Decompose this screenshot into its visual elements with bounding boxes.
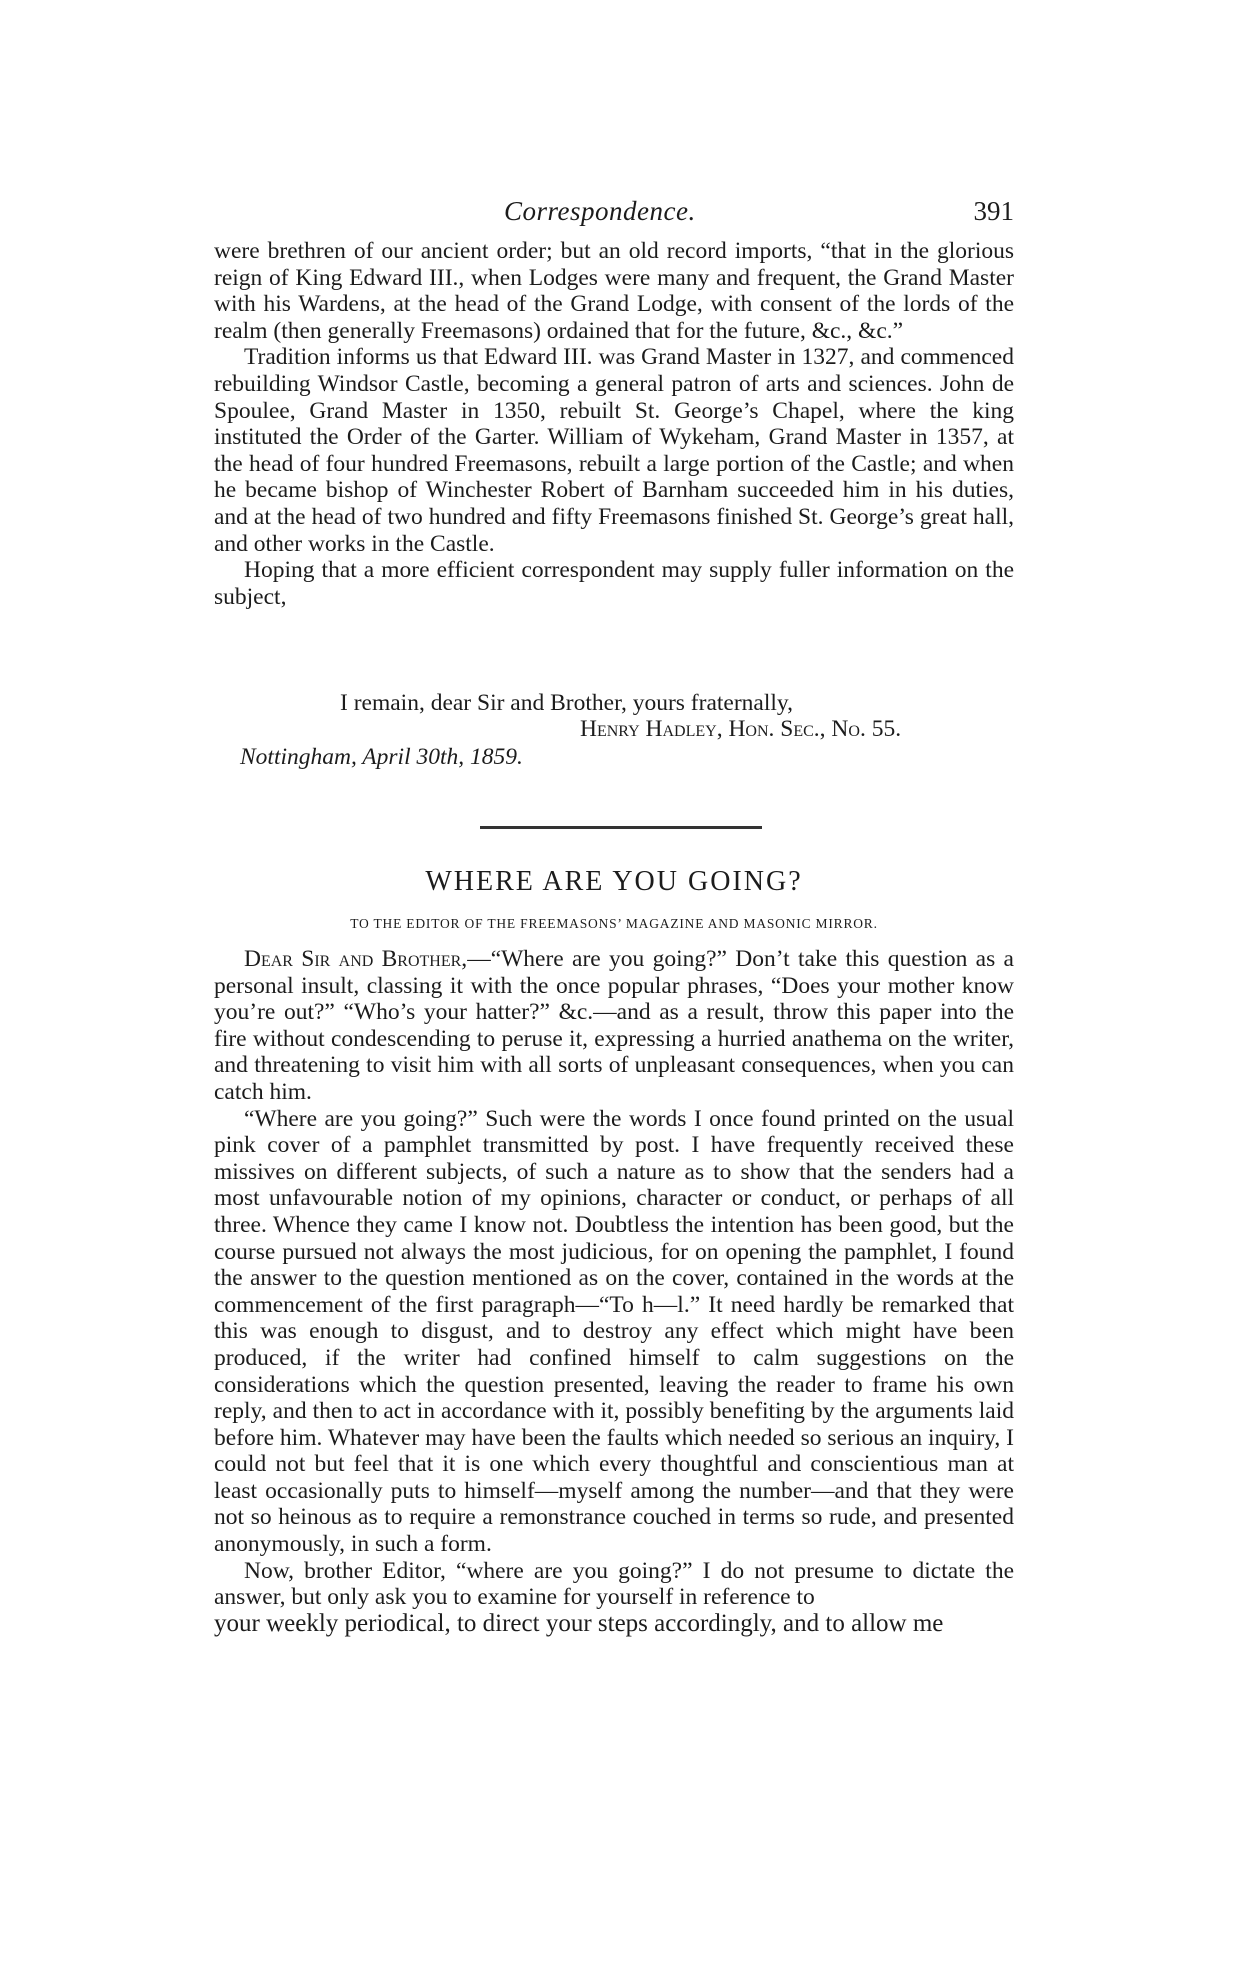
article-body xyxy=(214,946,1014,1637)
article-paragraph: “Where are you going?” Such were the words I once found printed on the usual pink cover of a pamphlet transmitted by post. I have frequently received these missives on different subjects, of such a nature as to show that the senders had a most unfavourable notion of my opinions, character or conduct, or perhaps of all three. Whence they came I know not. Doubtless the intention has been good, but the course pursued not always the most judicious, for on opening the pamphlet, I found the answer to the question mentioned as on the cover, contained in the words at the commencement of the first paragraph—“To h—l.” It need hardly be remarked that this was enough to disgust, and to destroy any effect which might have been produced, if the writer had confined himself to calm suggestions on the considerations which the question presented, leaving the reader to frame his own reply, and then to act in accordance with it, possibly benefiting by the arguments laid before him. Whatever may have been the faults which needed so serious an inquiry, I could not but feel that it is one which every thoughtful and conscientious man at least occasionally puts to himself—myself among the number—and that they were not so heinous as to require a remonstrance couched in terms so rude, and presented anonymously, in such a form. xyxy=(214,1105,1014,1558)
letter-body xyxy=(214,238,1014,610)
running-title: Correspondence. xyxy=(504,196,696,226)
section-divider xyxy=(480,826,762,829)
article-paragraph xyxy=(214,946,1014,1106)
letter-paragraph: Tradition informs us that Edward III. was Grand Master in 1327, and commenced rebuilding Windsor Castle, becoming a general patron of arts and sciences. John de Spoulee, Grand Master in 1350, rebuilt St. George’s Chapel, where the king instituted the Order of the Garter. William of Wykeham, Grand Master in 1357, at the head of four hundred Freemasons, rebuilt a large portion of the Castle; and when he became bishop of Winchester Robert of Barnham succeeded him in his duties, and at the head of two hundred and fifty Freemasons finished St. George’s great hall, and other works in the Castle. xyxy=(214,344,1014,557)
page-number: 391 xyxy=(973,196,1014,226)
letter-dateline: Nottingham, April 30th, 1859. xyxy=(240,744,523,770)
letter-paragraph: Hoping that a more efficient correspondent may supply fuller information on the subject, xyxy=(214,557,1014,610)
article-subhead: TO THE EDITOR OF THE FREEMASONS’ MAGAZINE AND MASONIC MIRROR. xyxy=(350,916,878,931)
article-paragraph: Now, brother Editor, “where are you going?” I do not presume to dictate the answer, but only ask you to examine for yourself in reference to xyxy=(214,1557,1014,1611)
letter-signature: Henry Hadley, Hon. Sec., No. 55. xyxy=(580,716,902,742)
article-paragraph-text: —“Where are you going?” Don’t take this question as a personal insult, classing it with the once popular phrases, “Does your mother know you’re out?” “Who’s your hatter?” &c.—and as a result, throw this paper into the fire without condescending to peruse it, expressing a hurried anathema on the writer, and threatening to visit him with all sorts of unpleasant consequences, when you can catch him. xyxy=(214,946,1014,1105)
article-title: WHERE ARE YOU GOING? xyxy=(425,866,803,897)
running-head xyxy=(214,196,1014,232)
letter-paragraph: were brethren of our ancient order; but an old record imports, “that in the glorious reign of King Edward III., when Lodges were many and frequent, the Grand Master with his Wardens, at the head of the Grand Lodge, with consent of the lords of the realm (then generally Freemasons) ordained that for the future, &c., &c.” xyxy=(214,238,1014,344)
letter-closing: I remain, dear Sir and Brother, yours fraternally, xyxy=(340,690,794,716)
article-paragraph: your weekly periodical, to direct your steps accordingly, and to allow me xyxy=(214,1609,944,1637)
article-salutation: Dear Sir and Brother, xyxy=(244,946,468,972)
